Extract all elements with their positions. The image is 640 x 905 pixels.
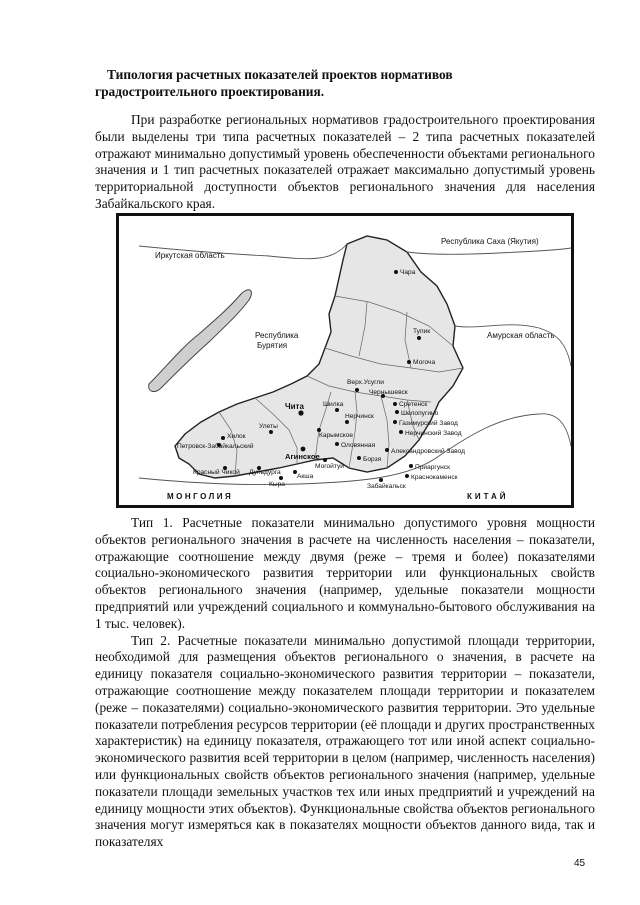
body-text [95, 515, 595, 851]
label-petrovsk: Петровск-Забайкальский [177, 443, 254, 450]
marker-chita [298, 410, 303, 415]
marker-chara [394, 270, 398, 274]
label-yakutia: Республика Саха (Якутия) [441, 237, 539, 246]
label-irkutsk: Иркутская область [155, 251, 225, 260]
label-priargunsk: Приаргунск [415, 464, 450, 471]
label-mogoytuy: Могойтуй [315, 463, 344, 470]
label-olovyannaya: Оловянная [341, 442, 376, 449]
page-number: 45 [574, 858, 586, 869]
label-tupik: Тупик [413, 328, 431, 335]
marker-priargunsk [409, 464, 413, 468]
label-aksha: Акша [297, 473, 314, 480]
label-amur: Амурская область [487, 331, 555, 340]
label-ulety: Улеты [259, 423, 278, 430]
marker-mogoytuy [323, 458, 327, 462]
marker-nerchinsk [345, 420, 349, 424]
marker-olovyannaya [335, 442, 339, 446]
label-chernyshevsk: Чернышевск [369, 389, 408, 396]
map-svg [119, 216, 571, 505]
region-map [116, 213, 574, 508]
label-buryatia-2: Бурятия [257, 341, 288, 350]
label-kyra: Кыра [269, 481, 285, 488]
marker-sretensk [393, 402, 397, 406]
marker-zabaykalsk [379, 478, 383, 482]
marker-borzya [357, 456, 361, 460]
marker-ulety [269, 430, 273, 434]
label-sretensk: Сретенск [399, 401, 428, 408]
marker-krasnokamensk [405, 474, 409, 478]
intro-paragraph [95, 112, 595, 213]
type2-paragraph: Тип 2. Расчетные показатели минимально допустимой площади территории, необходимой для размещения объектов регионального о значения, в расчете на единицу показателя социально-экономического развития территории – показатели, отражающие соотношение между показателем площади территории и показателем (реже – показателями) социально-экономического развития территории. Это удельные показатели потребления ресурсов территории (её площади и других пространственных характеристик) на единицу показателя, отражающего тот или иной аспект социально-экономического развития всей территории в целом (например, численность населения) или функциональных свойств объектов регионального значения (например, удельные показатели площади земельных участков тех или иных предприятий и учреждений на единицу мощности этих объектов). Функциональные свойства объектов регионального значения могут измеряться как в показателях мощности объектов данного вида, так и показателях [95, 632, 595, 850]
marker-gazimursky-zavod [393, 420, 397, 424]
marker-mogocha [407, 360, 411, 364]
label-karymskoe: Карымское [319, 432, 354, 439]
marker-aginskoe [301, 447, 306, 452]
label-shelopugino: Шелопугино [401, 410, 439, 417]
section-heading: Типология расчетных показателей проектов нормативов градостроительного проектирования. [95, 67, 453, 99]
label-zabaykalsk: Забайкальск [367, 483, 406, 490]
region-outline [175, 236, 463, 478]
label-khilok: Хилок [227, 433, 246, 440]
label-china: КИТАЙ [467, 492, 509, 501]
label-shilka: Шилка [323, 401, 344, 408]
marker-shelopugino [395, 410, 399, 414]
marker-shilka [335, 408, 339, 412]
label-gazimursky-zavod: Газимурский Завод [399, 420, 458, 427]
label-borzya: Борзя [363, 456, 382, 463]
label-aleksandrovsky-zavod: Александровский Завод [391, 448, 465, 455]
marker-nerchinsky-zavod [399, 430, 403, 434]
label-verkh-usugli: Верх.Усугли [347, 379, 384, 386]
label-krasnokamensk: Краснокаменск [411, 474, 458, 481]
label-mongolia: МОНГОЛИЯ [167, 492, 234, 501]
lake-baikal [149, 290, 252, 392]
label-chara: Чара [400, 269, 416, 276]
label-nerchinsky-zavod: Нерчинский Завод [405, 430, 462, 437]
marker-kyra [279, 476, 283, 480]
marker-tupik [417, 336, 421, 340]
label-nerchinsk: Нерчинск [345, 413, 374, 420]
label-duldurga: Дульдурга [249, 469, 281, 476]
type1-paragraph: Тип 1. Расчетные показатели минимально допустимого уровня мощности объектов регионального значения в расчете на численность населения – показатели, отражающие соотношение между двумя (реже – тремя и более) показателями социально-экономического развития территории или функциональных свойств объектов регионального значения (например, удельные показатели мощности предприятий или учреждений социального и коммунально-бытового обслуживания на 1 тыс. человек). [95, 515, 595, 631]
label-chita: Чита [285, 402, 304, 411]
marker-khilok [221, 436, 225, 440]
marker-aleksandrovsky-zavod [385, 448, 389, 452]
label-buryatia-1: Республика [255, 331, 299, 340]
label-aginskoe: Агинское [285, 452, 320, 461]
intro-text: При разработке региональных нормативов градостроительного проектирования были выделены три типа расчетных показателей – 2 типа расчетных показателей отражают минимально допустимый уровень обеспеченности объектами регионального значения и 1 тип расчетных показателей отражает максимально допустимый уровень территориальной доступности объектов регионального значения для населения Забайкальского края. [95, 112, 595, 211]
label-mogocha: Могоча [413, 359, 436, 366]
label-krasny-chikoy: Красный Чикой [193, 469, 240, 476]
marker-verkh-usugli [355, 388, 359, 392]
